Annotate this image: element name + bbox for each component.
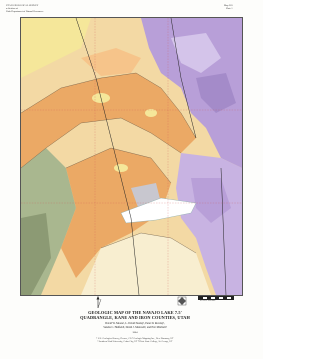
unit-yellow-patch-2: [145, 109, 157, 117]
map-title-line-2: QUADRANGLE, KANE AND IRON COUNTIES, UTAH: [80, 315, 190, 320]
unit-yellow-patch-3: [114, 164, 128, 172]
north-arrow-icon: [93, 296, 103, 308]
map-number: Map 263 Plate 1: [224, 4, 233, 10]
affiliation-line-2: ³ Southern Utah University, Cedar City, UT ⁴ Dixie State College, St. George, UT: [97, 341, 173, 343]
authors-line-2: Sandra C. Hatfield², David J. Maxwell³, and Eric Mitchell⁴: [103, 326, 167, 329]
publisher-block: UTAH GEOLOGICAL SURVEY a division of Utah Department of Natural Resources: [6, 4, 44, 13]
geologic-map-canvas[interactable]: [21, 18, 242, 295]
authors-line-1: David W. Moore¹, L. David Nealey¹, Peter D. Rowley²,: [105, 322, 165, 325]
scale-label: SCALE 1:24 000: [200, 300, 216, 302]
affiliation-line-1: ¹ U.S. Geological Survey, Denver, CO ² Geologic Mapping Inc., New Harmony, UT: [96, 338, 174, 340]
ugs-logo-icon: [175, 296, 189, 306]
geologic-map[interactable]: [20, 17, 243, 296]
map-title-line-1: GEOLOGIC MAP OF THE NAVAJO LAKE 7.5': [88, 310, 182, 315]
publication-year: 2004: [132, 331, 138, 334]
